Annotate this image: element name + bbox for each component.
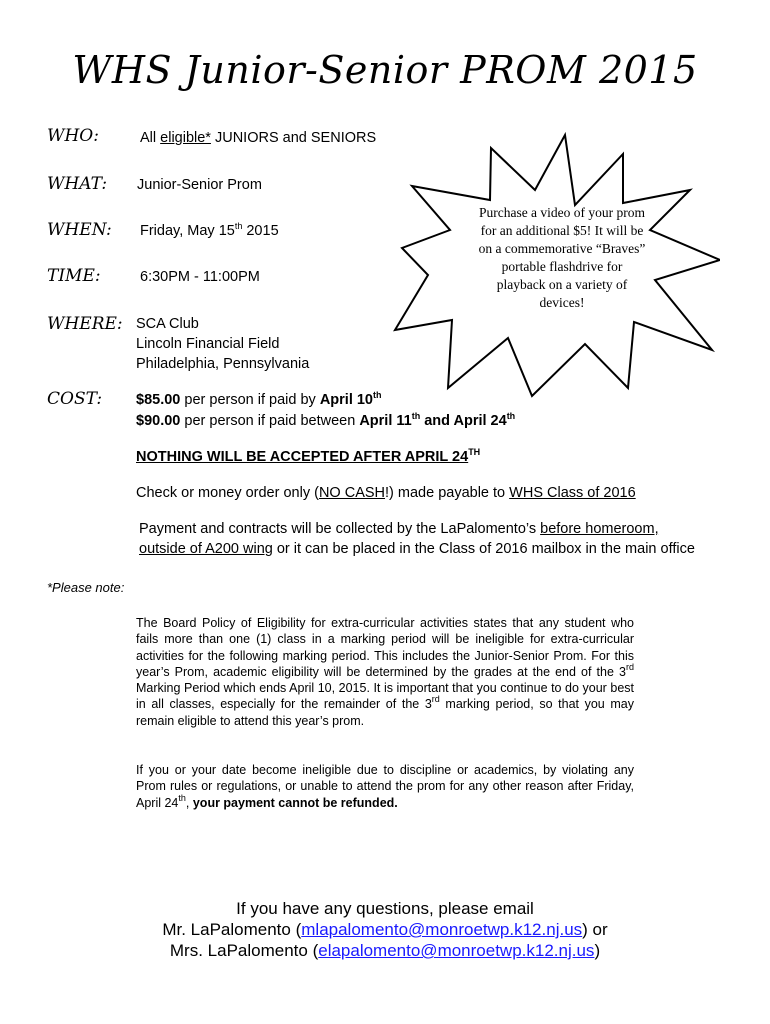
who-value: All eligible* JUNIORS and SENIORS bbox=[140, 130, 377, 146]
cost-line-1: $85.00 per person if paid by April 10th bbox=[136, 390, 382, 408]
deadline-notice: NOTHING WILL BE ACCEPTED AFTER APRIL 24TH bbox=[136, 447, 481, 465]
note-label: *Please note: bbox=[47, 580, 125, 595]
where-label: WHERE: bbox=[47, 314, 123, 334]
eligible-text: eligible* bbox=[160, 130, 211, 146]
when-label: WHEN: bbox=[47, 220, 112, 240]
page-title: WHS Junior-Senior PROM 2015 bbox=[72, 48, 698, 92]
contact-intro: If you have any questions, please email bbox=[236, 899, 534, 918]
contact-block: If you have any questions, please email Mr. LaPalomento (mlapalomento@monroetwp.k12.nj.us) or Mrs. LaPalomento (elapalomento@monroetwp.k12.nj.us) bbox=[0, 898, 770, 961]
time-value: 6:30PM - 11:00PM bbox=[140, 269, 260, 285]
starburst-text: Purchase a video of your prom for an additional $5! It will be on a commemorative “Braves” portable flashdrive for playback on a variety of devices! bbox=[478, 205, 646, 310]
what-value: Junior-Senior Prom bbox=[137, 177, 262, 193]
time-label: TIME: bbox=[47, 266, 101, 286]
cost-label: COST: bbox=[47, 389, 103, 409]
payment-method: Check or money order only (NO CASH!) made payable to WHS Class of 2016 bbox=[136, 485, 636, 501]
when-value: Friday, May 15th 2015 bbox=[140, 221, 279, 239]
eligibility-paragraph: The Board Policy of Eligibility for extra-curricular activities states that any student who fails more than one (1) class in a marking period will be ineligible for extra-curricular activities for the following marking period. This includes the Junior-Senior Prom. For this year’s Prom, academic eligibility will be determined by the grades at the end of the 3rd Marking Period which ends April 10, 2015. It is important that you continue to do your best in all classes, especially for the remainder of the 3rd marking period, so that you may remain eligible to attend this year’s prom. bbox=[136, 616, 634, 728]
email-link-mrs[interactable]: elapalomento@monroetwp.k12.nj.us bbox=[318, 941, 595, 960]
who-label: WHO: bbox=[47, 126, 99, 146]
what-label: WHAT: bbox=[47, 174, 108, 194]
cost-line-2: $90.00 per person if paid between April 11th and April 24th bbox=[136, 411, 516, 429]
where-value: SCA Club Lincoln Financial Field Philadelphia, Pennsylvania bbox=[136, 316, 310, 372]
email-link-mr[interactable]: mlapalomento@monroetwp.k12.nj.us bbox=[301, 920, 583, 939]
payment-collection: Payment and contracts will be collected by the LaPalomento’s before homeroom, outside of A200 wing or it can be placed in the Class of 2016 mailbox in the main office bbox=[139, 521, 695, 557]
refund-paragraph: If you or your date become ineligible due to discipline or academics, by violating any Prom rules or regulations, or unable to attend the prom for any other reason after Friday, April 24th, your payment cannot be refunded. bbox=[136, 763, 634, 810]
